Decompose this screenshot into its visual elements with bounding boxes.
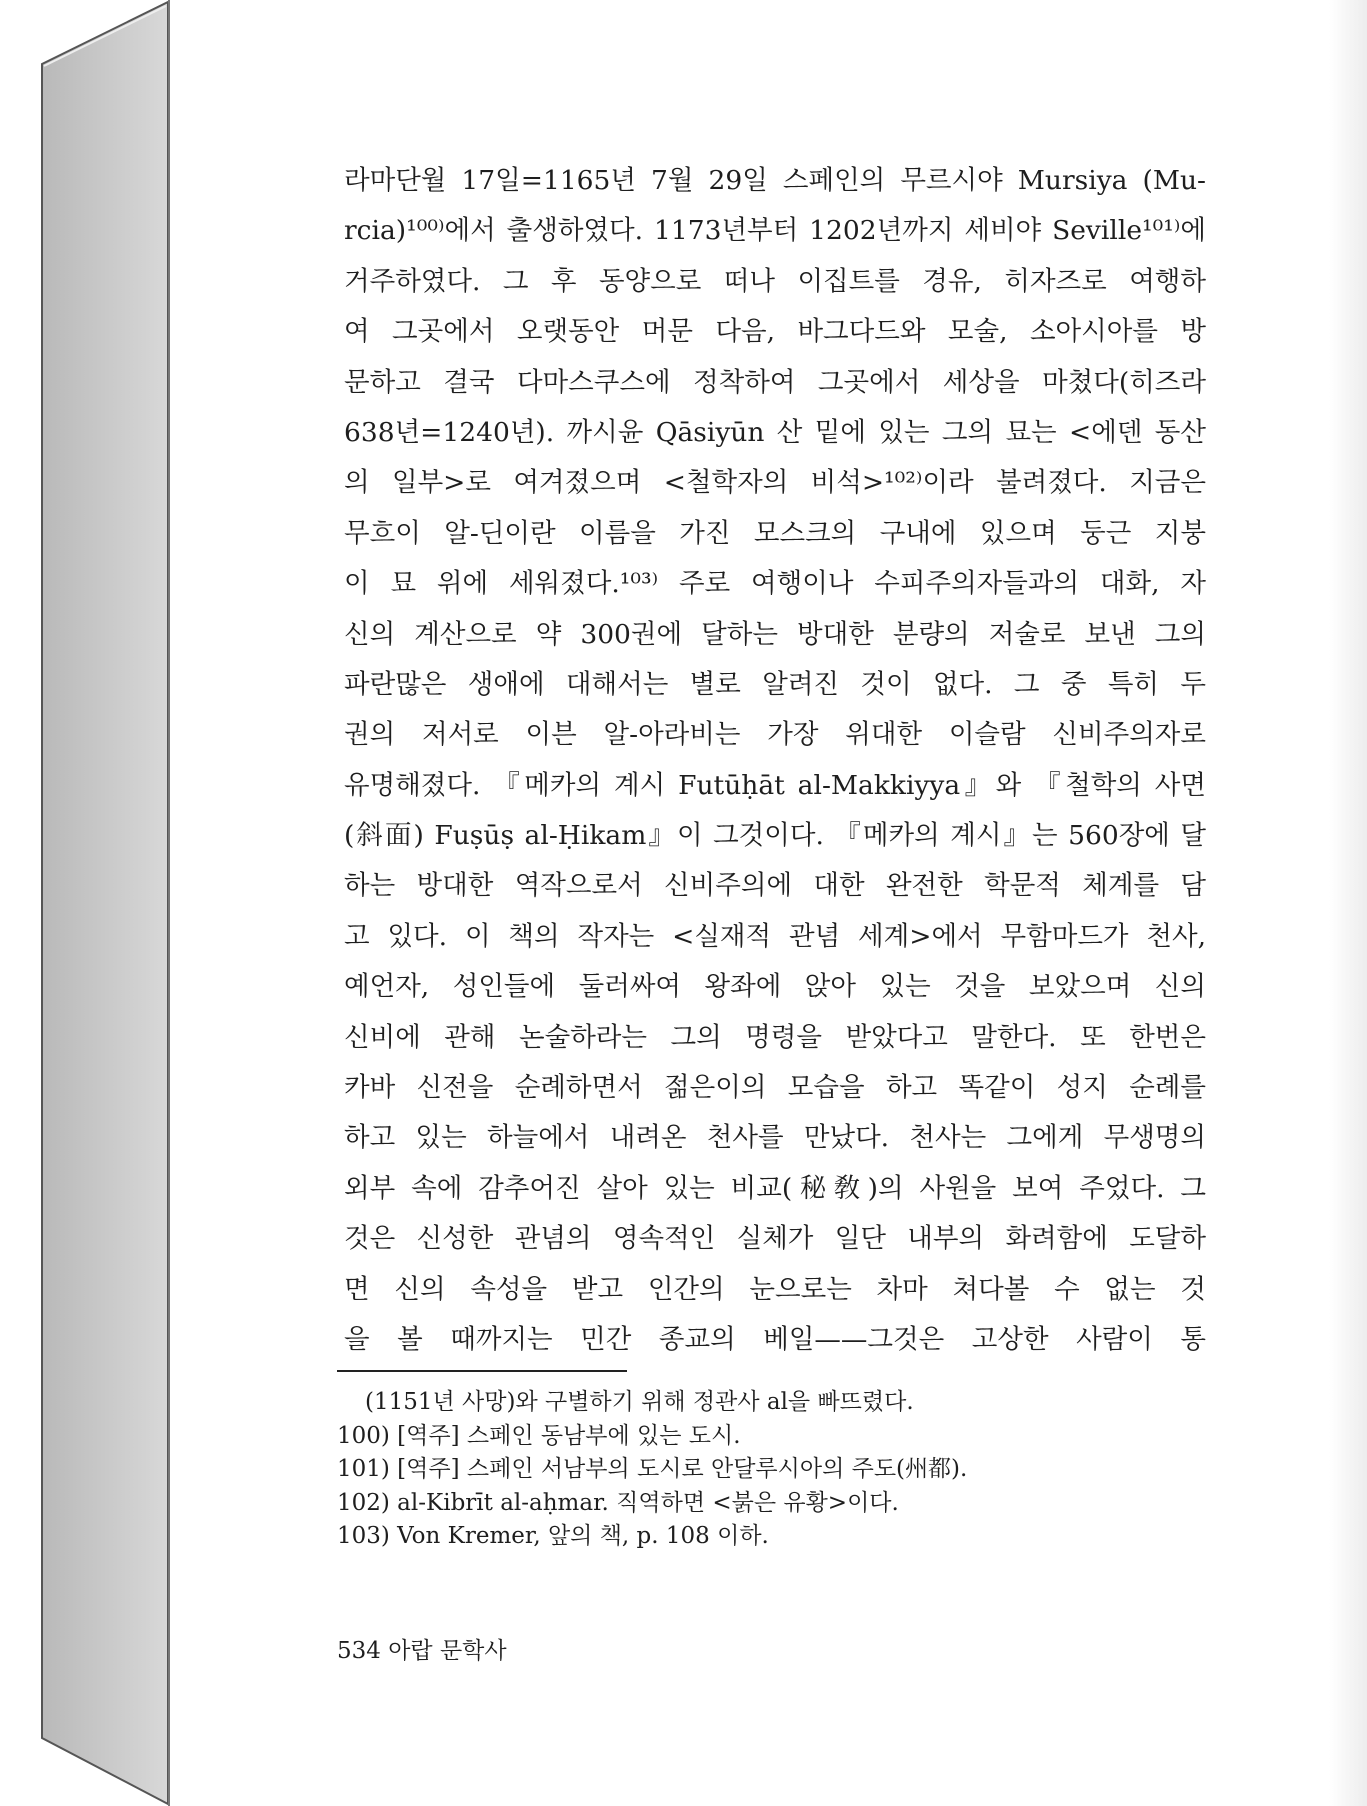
body-line: 무흐이 알-딘이란 이름을 가진 모스크의 구내에 있으며 둥근 지붕 [344,517,1206,549]
body-line: 하고 있는 하늘에서 내려온 천사를 만났다. 천사는 그에게 무생명의 [344,1122,1206,1154]
body-line: 권의 저서로 이븐 알-아라비는 가장 위대한 이슬람 신비주의자로 [344,719,1206,751]
body-line: 신비에 관해 논술하라는 그의 명령을 받았다고 말한다. 또 한번은 [344,1021,1206,1053]
body-line: 파란많은 생애에 대해서는 별로 알려진 것이 없다. 그 중 특히 두 [344,668,1206,700]
body-line: 예언자, 성인들에 둘러싸여 왕좌에 앉아 있는 것을 보았으며 신의 [344,971,1206,1003]
body-line: 것은 신성한 관념의 영속적인 실체가 일단 내부의 화려함에 도달하 [344,1223,1206,1255]
page-folio: 534 아랍 문학사 [337,1638,507,1664]
body-line: 을 볼 때까지는 민간 종교의 베일——그것은 고상한 사람이 통 [344,1323,1206,1355]
book-spine-shape [0,0,180,1806]
footnote-100: 100) [역주] 스페인 동남부에 있는 도시. [337,1422,741,1449]
body-line: 유명해졌다. 『메카의 계시 Futūḥāt al-Makkiyya』와 『철학의 사면 [344,769,1206,801]
footnotes [337,1386,1217,1554]
body-line: 면 신의 속성을 받고 인간의 눈으로는 차마 쳐다볼 수 없는 것 [344,1273,1206,1305]
footnote-101: 101) [역주] 스페인 서남부의 도시로 안달루시아의 주도(州都). [337,1456,968,1482]
footnote-103: 103) Von Kremer, 앞의 책, p. 108 이하. [337,1523,769,1549]
body-line: 하는 방대한 역작으로서 신비주의에 대한 완전한 학문적 체계를 담 [344,870,1206,902]
book-page [168,0,1367,1806]
body-line: 이 묘 위에 세워졌다.¹⁰³⁾ 주로 여행이나 수피주의자들과의 대화, 자 [344,568,1206,600]
body-line: 고 있다. 이 책의 작자는 <실재적 관념 세계>에서 무함마드가 천사, [344,920,1206,952]
body-line: 의 일부>로 여겨졌으며 <철학자의 비석>¹⁰²⁾이라 불려졌다. 지금은 [344,467,1206,499]
body-line: 638년=1240년). 까시윤 Qāsiyūn 산 밑에 있는 그의 묘는 <에덴 동산 [344,416,1206,448]
body-line: 외부 속에 감추어진 살아 있는 비교(秘敎)의 사원을 보여 주었다. 그 [344,1172,1206,1204]
body-line: 문하고 결국 다마스쿠스에 정착하여 그곳에서 세상을 마쳤다(히즈라 [344,366,1206,398]
footnote-continuation: (1151년 사망)와 구별하기 위해 정관사 al을 빠뜨렸다. [365,1389,914,1415]
page-edge-shadow [1329,0,1367,1806]
body-line: 신의 계산으로 약 300권에 달하는 방대한 분량의 저술로 보낸 그의 [344,618,1206,650]
body-line: 라마단월 17일=1165년 7월 29일 스페인의 무르시야 Mursiya (Mu- [344,165,1206,196]
body-line: 카바 신전을 순례하면서 젊은이의 모습을 하고 똑같이 성지 순례를 [344,1072,1206,1104]
footnote-rule [337,1370,627,1372]
body-line: 거주하였다. 그 후 동양으로 떠나 이집트를 경유, 히자즈로 여행하 [344,265,1206,297]
footnote-102: 102) al-Kibrīt al-aḥmar. 직역하면 <붉은 유황>이다. [337,1489,899,1516]
body-text [344,156,1206,1365]
body-line: rcia)¹⁰⁰⁾에서 출생하였다. 1173년부터 1202년까지 세비야 Seville¹⁰¹⁾에 [344,215,1206,247]
body-line: 여 그곳에서 오랫동안 머문 다음, 바그다드와 모술, 소아시아를 방 [344,316,1206,348]
body-line: (斜面) Fuṣūṣ al-Ḥikam』이 그것이다. 『메카의 계시』는 560장에 달 [344,820,1206,852]
